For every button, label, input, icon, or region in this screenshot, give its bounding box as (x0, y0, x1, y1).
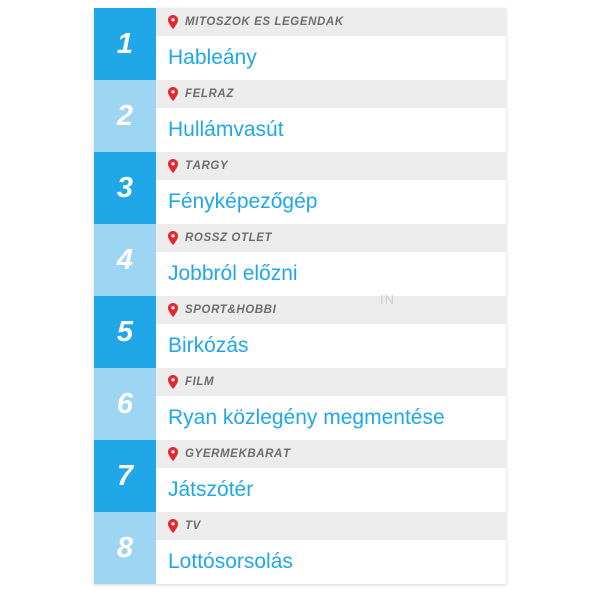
category-bar (156, 296, 506, 324)
answer-area (156, 180, 506, 224)
category-label: SPORT&HOBBI (185, 304, 277, 316)
answer-area (156, 36, 506, 80)
row-content (156, 224, 506, 296)
rank-number: 3 (94, 152, 156, 224)
category-bar (156, 440, 506, 468)
map-pin-icon (168, 231, 178, 245)
map-pin-icon (168, 159, 178, 173)
rank-number: 2 (94, 80, 156, 152)
category-label: GYERMEKBARÁT (185, 448, 291, 460)
map-pin-icon (168, 375, 178, 389)
answer-text: Birkózás (168, 334, 249, 357)
answer-text: Lottósorsolás (168, 550, 293, 573)
row-content (156, 152, 506, 224)
map-pin-icon (168, 519, 178, 533)
answer-area (156, 396, 506, 440)
category-label: TV (185, 520, 201, 532)
row-content (156, 80, 506, 152)
rank-number: 4 (94, 224, 156, 296)
list-item (94, 224, 506, 296)
map-pin-icon (168, 15, 178, 29)
answer-text: Fényképezőgép (168, 190, 318, 213)
map-pin-icon (168, 447, 178, 461)
category-bar (156, 80, 506, 108)
category-label: FELRÁZ (185, 88, 234, 100)
answer-list (94, 8, 506, 584)
category-bar (156, 224, 506, 252)
list-item (94, 80, 506, 152)
category-bar (156, 152, 506, 180)
answer-area (156, 252, 506, 296)
list-item (94, 296, 506, 368)
watermark: IN (380, 292, 395, 307)
list-item (94, 368, 506, 440)
category-bar (156, 368, 506, 396)
rank-number: 8 (94, 512, 156, 584)
row-content (156, 512, 506, 584)
answer-area (156, 468, 506, 512)
answer-text: Játszótér (168, 478, 254, 501)
category-label: MÍTOSZOK ÉS LEGENDÁK (185, 16, 344, 28)
row-content (156, 440, 506, 512)
category-bar (156, 8, 506, 36)
list-item (94, 512, 506, 584)
category-label: FILM (185, 376, 215, 388)
rank-number: 5 (94, 296, 156, 368)
answer-text: Hableány (168, 46, 257, 69)
list-item (94, 440, 506, 512)
rank-number: 1 (94, 8, 156, 80)
category-label: TÁRGY (185, 160, 229, 172)
list-item (94, 8, 506, 80)
category-bar (156, 512, 506, 540)
map-pin-icon (168, 303, 178, 317)
row-content (156, 368, 506, 440)
answer-area (156, 108, 506, 152)
answer-text: Hullámvasút (168, 118, 284, 141)
map-pin-icon (168, 87, 178, 101)
list-item (94, 152, 506, 224)
answer-card (94, 8, 506, 584)
answer-text: Jobbról előzni (168, 262, 298, 285)
rank-number: 6 (94, 368, 156, 440)
category-label: ROSSZ ÖTLET (185, 232, 273, 244)
rank-number: 7 (94, 440, 156, 512)
answer-area (156, 324, 506, 368)
row-content (156, 8, 506, 80)
answer-area (156, 540, 506, 584)
answer-text: Ryan közlegény megmentése (168, 406, 445, 429)
row-content (156, 296, 506, 368)
